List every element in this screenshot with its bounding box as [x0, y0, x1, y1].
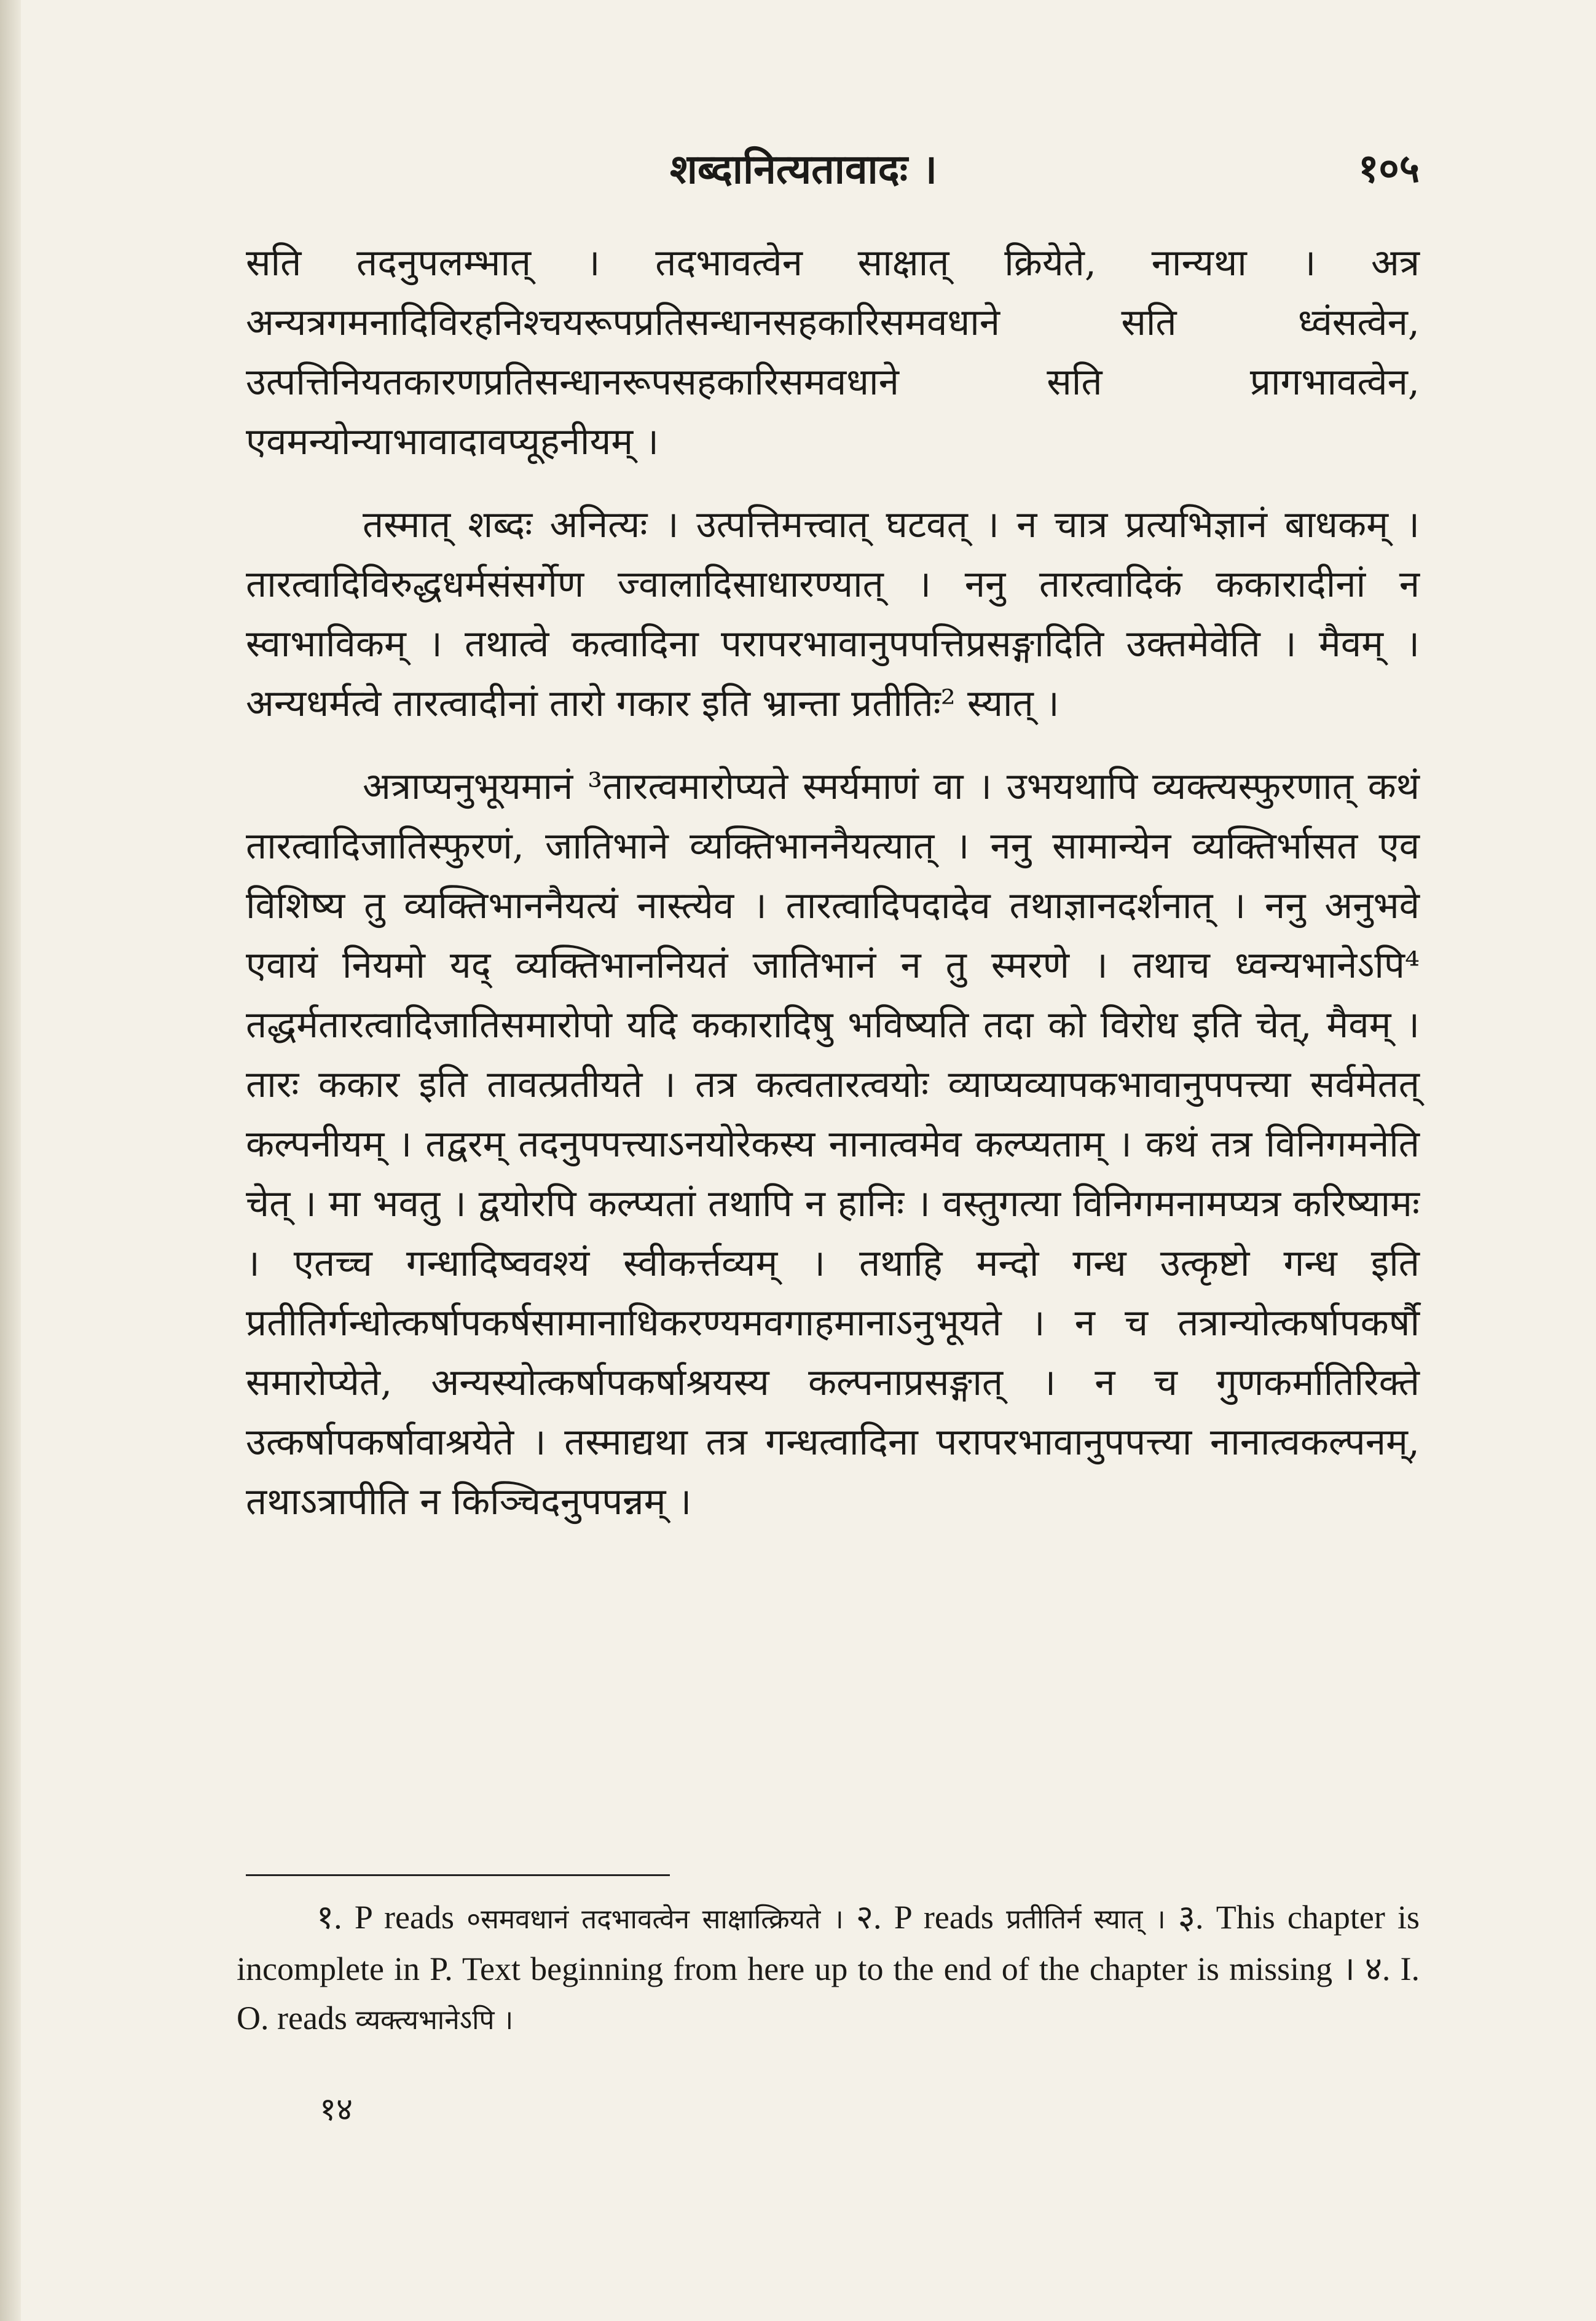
footnote-3-number: ३.: [1177, 1899, 1204, 1936]
page-number: १०५: [1358, 146, 1420, 192]
footnote-4-number: ४.: [1364, 1950, 1391, 1987]
footnotes: [237, 1893, 1420, 2045]
footnote-3-end: ।: [1342, 1950, 1355, 1987]
footnote-2-variant: प्रतीतिर्न स्यात् ।: [1006, 1904, 1166, 1935]
footnote-2-prefix: P reads: [894, 1899, 994, 1936]
footnote-block: [237, 1893, 1420, 2045]
paragraph-1: सति तदनुपलम्भात् । तदभावत्वेन साक्षात् क्रियेते, नान्यथा । अत्र अन्यत्रगमनादिविरहनिश्चयरूपप्रतिसन्धानसहकारिसमवधाने सति ध्वंसत्वेन, उत्पत्तिनियतकारणप्रतिसन्धानरूपसहकारिसमवधाने सति प्रागभावत्वेन, एवमन्योन्याभावादावप्यूहनीयम् ।: [246, 242, 1420, 463]
footnote-1-number: १.: [316, 1899, 342, 1936]
paragraph-2: तस्मात् शब्दः अनित्यः । उत्पत्तिमत्त्वात् घटवत् । न चात्र प्रत्यभिज्ञानं बाधकम् । तारत्वादिविरुद्धधर्मसंसर्गेण ज्वालादिसाधारण्यात् । ननु तारत्वादिकं ककारादीनां न स्वाभाविकम् । तथात्वे कत्वादिना परापरभावानुपपत्तिप्रसङ्गादिति उक्तमेवेति । मैवम् । अन्यधर्मत्वे तारत्वादीनां तारो गकार इति भ्रान्ता प्रतीतिः² स्यात् ।: [246, 503, 1420, 725]
footnote-2-number: २.: [855, 1899, 882, 1936]
book-spine-shadow: [0, 0, 21, 2321]
footnote-1-variant: ०समवधानं तदभावत्वेन साक्षात्क्रियते ।: [466, 1904, 844, 1935]
page-header: [246, 140, 1420, 195]
footnote-1-prefix: P reads: [354, 1899, 454, 1936]
main-text: [246, 234, 1420, 1532]
running-title: शब्दानित्यतावादः ।: [670, 145, 938, 193]
signature-mark: १४: [320, 2091, 353, 2128]
footnote-3-text: This chapter is incomplete in P. Text beginning from here up to the end of the chapter is missing: [237, 1899, 1420, 1987]
footnote-4-prefix: I. O. reads: [237, 1950, 1420, 2036]
paragraph-3: अत्राप्यनुभूयमानं ³तारत्वमारोप्यते स्मर्यमाणं वा । उभयथापि व्यक्त्यस्फुरणात् कथं तारत्वादिजातिस्फुरणं, जातिभाने व्यक्तिभाननैयत्यात् । ननु सामान्येन व्यक्तिर्भासत एव विशिष्य तु व्यक्तिभाननैयत्यं नास्त्येव । तारत्वादिपदादेव तथाज्ञानदर्शनात् । ननु अनुभवे एवायं नियमो यद् व्यक्तिभाननियतं जातिभानं न तु स्मरणे । तथाच ध्वन्यभानेऽपि⁴ तद्धर्मतारत्वादिजातिसमारोपो यदि ककारादिषु भविष्यति तदा को विरोध इति चेत्, मैवम् । तारः ककार इति तावत्प्रतीयते । तत्र कत्वतारत्वयोः व्याप्यव्यापकभावानुपपत्त्या सर्वमेतत् कल्पनीयम् । तद्वरम् तदनुपपत्त्याऽनयोरेकस्य नानात्वमेव कल्प्यताम् । कथं तत्र विनिगमनेति चेत् । मा भवतु । द्वयोरपि कल्प्यतां तथापि न हानिः । वस्तुगत्या विनिगमनामप्यत्र करिष्यामः । एतच्च गन्धादिष्ववश्यं स्वीकर्त्तव्यम् । तथाहि मन्दो गन्ध उत्कृष्टो गन्ध इति प्रतीतिर्गन्धोत्कर्षापकर्षसामानाधिकरण्यमवगाहमानाऽनुभूयते । न च तत्रान्योत्कर्षापकर्षौ समारोप्येते, अन्यस्योत्कर्षापकर्षाश्रयस्य कल्पनाप्रसङ्गात् । न च गुणकर्मातिरिक्ते उत्कर्षापकर्षावाश्रयेते । तस्माद्यथा तत्र गन्धत्वादिना परापरभावानुपपत्त्या नानात्वकल्पनम्, तथाऽत्रापीति न किञ्चिदनुपपन्नम् ।: [246, 765, 1420, 1523]
footnote-4-variant: व्यक्त्यभानेऽपि ।: [355, 2005, 514, 2036]
footnote-rule: [246, 1874, 670, 1876]
